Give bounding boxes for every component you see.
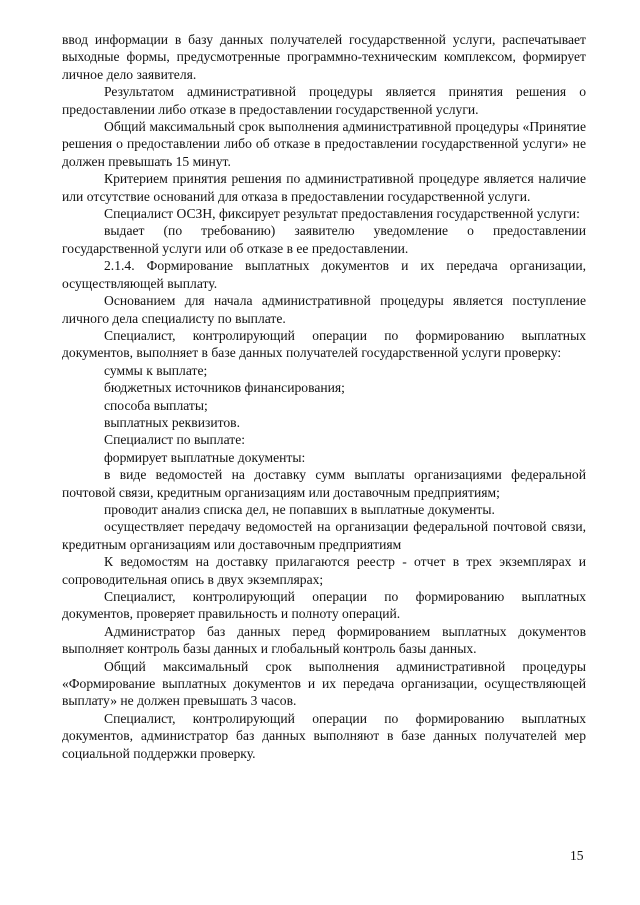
paragraph: Администратор баз данных перед формированием выплатных документов выполняет контроль базы данных и глобальный контроль базы данных. [62,623,586,657]
paragraph: Специалист ОСЗН, фиксирует результат предоставления государственной услуги: [104,206,580,222]
list-item: бюджетных источников финансирования; [104,380,345,396]
list-item: выплатных реквизитов. [104,414,240,430]
page-number: 15 [570,848,584,863]
list-item: формирует выплатные документы: [104,449,306,465]
paragraph: Специалист, контролирующий операции по формированию выплатных документов, проверяет правильность и полноту операций. [62,589,586,622]
paragraph: выдает (по требованию) заявителю уведомление о предоставлении государственной услуги или об отказе в ее предоставлении. [62,223,586,256]
list-item: суммы к выплате; [104,362,208,378]
paragraph: Специалист, контролирующий операции по формированию выплатных документов, администратор баз данных выполняют в базе данных получателей мер социальной поддержки проверку. [62,710,586,761]
paragraph: ввод информации в базу данных получателей государственной услуги, распечатывает выходные формы, предусмотренные программно-техническим комплексом, формирует личное дело заявителя. [62,32,586,82]
list-item: Специалист по выплате: [104,432,246,448]
paragraph: Общий максимальный срок выполнения административной процедуры «Формирование выплатных документов и их передача организации, осуществляющей выплату» не должен превышать 3 часов. [62,658,586,709]
section-heading-paragraph: 2.1.4. Формирование выплатных документов и их передача организации, осуществляющей выплату. [62,258,586,291]
paragraph: осуществляет передачу ведомостей на организации федеральной почтовой связи, кредитным организациям или доставочным предприятиям [62,519,586,552]
paragraph: проводит анализ списка дел, не попавших в выплатные документы. [104,501,495,517]
paragraph: Основанием для начала административной процедуры является поступление личного дела специалисту по выплате. [62,293,586,326]
paragraph: К ведомостям на доставку прилагаются реестр - отчет в трех экземплярах и сопроводительная опись в двух экземплярах; [62,554,586,587]
paragraph: Результатом административной процедуры является принятия решения о предоставлении либо отказе в предоставлении государственной услуги. [62,84,586,117]
paragraph: в виде ведомостей на доставку сумм выплаты организациями федеральной почтовой связи, кредитным организациям или доставочным предприятиям; [62,467,586,500]
paragraph: Критерием принятия решения по административной процедуре является наличие или отсутствие оснований для отказа в предоставлении государственной услуги. [62,171,586,204]
document-body [62,31,586,762]
list-item: способа выплаты; [104,397,208,413]
paragraph: Специалист, контролирующий операции по формированию выплатных документов, выполняет в базе данных получателей государственной услуги проверку: [62,327,586,361]
paragraph: Общий максимальный срок выполнения административной процедуры «Принятие решения о предоставлении либо об отказе в предоставлении государственной услуги» не должен превышать 15 минут. [62,119,586,169]
